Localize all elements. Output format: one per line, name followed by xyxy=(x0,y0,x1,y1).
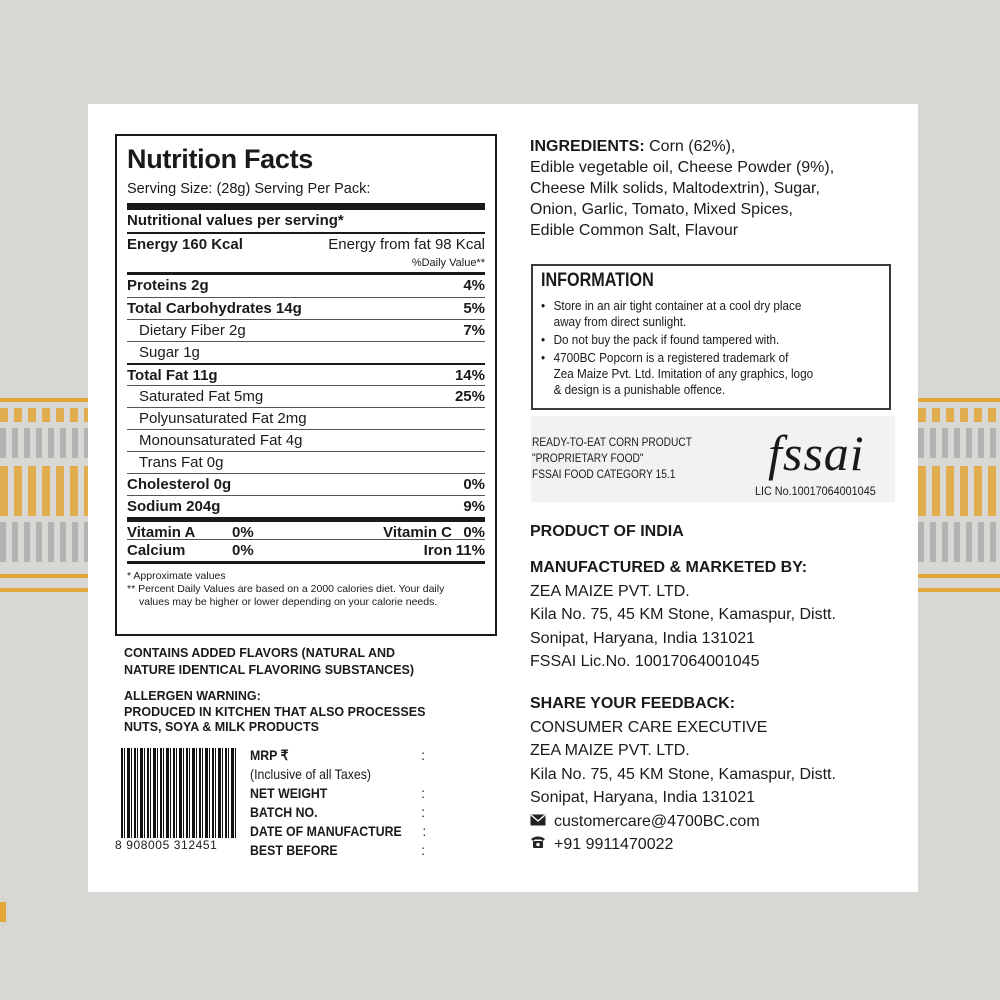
nutrient-label: Total Carbohydrates 14g xyxy=(127,300,302,317)
ingredients-line: Edible Common Salt, Flavour xyxy=(530,222,739,239)
phone-contact[interactable] xyxy=(530,833,910,857)
allergen-line: NUTS, SOYA & MILK PRODUCTS xyxy=(124,720,319,734)
ingredients-line: Cheese Milk solids, Maltodextrin), Sugar, xyxy=(530,180,820,197)
nutrient-label: Total Fat 11g xyxy=(127,367,218,384)
nutrient-value: 9% xyxy=(463,498,485,515)
footnote: * Approximate values xyxy=(127,570,226,582)
barcode xyxy=(115,748,243,852)
information-item: • Do not buy the pack if found tampered with. xyxy=(541,332,847,348)
pack-label: DATE OF MANUFACTURE xyxy=(250,823,402,839)
manufacturer-name: ZEA MAIZE PVT. LTD. xyxy=(530,582,690,600)
vitamin-value: 0% xyxy=(232,524,254,541)
flavors-notice xyxy=(124,645,414,679)
envelope-icon xyxy=(530,810,548,834)
flavors-line: NATURE IDENTICAL FLAVORING SUBSTANCES) xyxy=(124,663,415,677)
pack-label: NET WEIGHT xyxy=(250,785,328,801)
license-number: LIC No.10017064001045 xyxy=(755,484,876,498)
product-type-line: "PROPRIETARY FOOD" xyxy=(532,451,644,465)
information-item: Zea Maize Pvt. Ltd. Imitation of any graphics, logo xyxy=(553,366,814,381)
ingredients-heading: INGREDIENTS: xyxy=(530,138,645,155)
ingredients xyxy=(530,136,910,241)
manufacturer-address: Sonipat, Haryana, India 131021 xyxy=(530,629,756,647)
flavors-line: CONTAINS ADDED FLAVORS (NATURAL AND xyxy=(124,646,396,660)
pack-label: MRP ₹ xyxy=(250,747,289,763)
information-item: away from direct sunlight. xyxy=(553,314,687,329)
nutrient-value: 14% xyxy=(454,367,485,384)
nutrient-label: Trans Fat 0g xyxy=(139,454,224,471)
decorative-band-left xyxy=(0,398,90,598)
nutrient-label: Sugar 1g xyxy=(139,344,200,361)
manufacturer-heading: MANUFACTURED & MARKETED BY: xyxy=(530,559,808,576)
feedback-address: Sonipat, Haryana, India 131021 xyxy=(530,789,756,806)
information-box xyxy=(531,264,891,410)
nutrition-title: Nutrition Facts xyxy=(127,144,314,174)
email-contact[interactable] xyxy=(530,810,910,834)
pack-separator: : xyxy=(421,842,425,858)
pack-label: (Inclusive of all Taxes) xyxy=(250,766,371,782)
energy-from-fat: Energy from fat 98 Kcal xyxy=(328,236,485,253)
information-item: & design is a punishable offence. xyxy=(553,382,726,397)
pack-separator: : xyxy=(422,823,427,839)
feedback-role: CONSUMER CARE EXECUTIVE xyxy=(530,718,768,736)
product-origin: PRODUCT OF INDIA xyxy=(530,523,684,540)
nutrient-value: 7% xyxy=(463,322,485,339)
decorative-corner-mark xyxy=(0,902,6,922)
energy-value: Energy 160 Kcal xyxy=(127,236,243,253)
barcode-number: 8 908005 312451 xyxy=(115,838,218,852)
allergen-title: ALLERGEN WARNING: xyxy=(124,689,261,703)
nutrient-value: 5% xyxy=(463,300,485,317)
pack-separator: : xyxy=(421,747,425,763)
phone-icon xyxy=(530,833,548,857)
vitamin-label: Vitamin C xyxy=(383,524,452,541)
nutrition-footnotes xyxy=(127,570,485,609)
pack-details xyxy=(250,746,425,860)
pack-label: BEST BEFORE xyxy=(250,842,338,858)
serving-size: Serving Size: (28g) Serving Per Pack: xyxy=(127,181,371,197)
manufacturer-block xyxy=(530,556,910,674)
allergen-line: PRODUCED IN KITCHEN THAT ALSO PROCESSES xyxy=(124,704,426,719)
vitamin-label: Vitamin A xyxy=(127,524,196,541)
nutrient-label: Sodium 204g xyxy=(127,498,221,515)
nutrient-label: Cholesterol 0g xyxy=(127,476,232,493)
label-card xyxy=(88,104,918,892)
vitamin-value: 11% xyxy=(455,542,485,559)
allergen-warning xyxy=(124,689,425,736)
product-type-line: READY-TO-EAT CORN PRODUCT xyxy=(532,435,693,449)
fssai-section xyxy=(531,416,895,502)
feedback-address: Kila No. 75, 45 KM Stone, Kamaspur, Distt. xyxy=(530,765,836,783)
footnote: values may be higher or lower depending on your calorie needs. xyxy=(139,596,438,608)
feedback-heading: SHARE YOUR FEEDBACK: xyxy=(530,695,736,712)
pack-separator: : xyxy=(421,804,425,820)
nutrient-label: Dietary Fiber 2g xyxy=(139,322,246,339)
footnote: ** Percent Daily Values are based on a 2000 calories diet. Your daily xyxy=(127,583,445,595)
ingredients-line: Edible vegetable oil, Cheese Powder (9%), xyxy=(530,159,835,176)
vitamin-label: Iron xyxy=(423,542,452,559)
pack-label: BATCH NO. xyxy=(250,804,318,820)
product-type xyxy=(532,434,692,482)
nutrient-label: Monounsaturated Fat 4g xyxy=(139,432,303,449)
pack-separator: : xyxy=(421,785,425,801)
nutrient-label: Saturated Fat 5mg xyxy=(139,388,264,405)
ingredients-line: Corn (62%), xyxy=(644,138,736,155)
daily-value-header: %Daily Value** xyxy=(411,257,485,269)
nutrient-value: 0% xyxy=(463,476,485,493)
vitamin-label: Calcium xyxy=(127,542,186,559)
feedback-company: ZEA MAIZE PVT. LTD. xyxy=(530,742,690,759)
manufacturer-license: FSSAI Lic.No. 10017064001045 xyxy=(530,653,760,670)
nutrient-value: 4% xyxy=(463,277,485,294)
information-item: • 4700BC Popcorn is a registered trademark of xyxy=(541,350,847,366)
information-item: • Store in an air tight container at a cool dry place xyxy=(541,298,847,314)
barcode-bars xyxy=(121,748,237,838)
vitamin-value: 0% xyxy=(463,524,485,541)
vitamin-value: 0% xyxy=(232,542,254,559)
per-serving-label: Nutritional values per serving* xyxy=(127,212,344,229)
decorative-band-right xyxy=(918,398,1000,598)
manufacturer-address: Kila No. 75, 45 KM Stone, Kamaspur, Distt. xyxy=(530,606,836,623)
nutrient-label: Proteins 2g xyxy=(127,277,209,294)
phone-text[interactable]: +91 9911470022 xyxy=(554,836,674,853)
fssai-logo: fssai xyxy=(768,425,865,481)
feedback-block xyxy=(530,692,910,857)
nutrition-facts-panel xyxy=(115,134,497,636)
ingredients-line: Onion, Garlic, Tomato, Mixed Spices, xyxy=(530,201,793,218)
email-text[interactable]: customercare@4700BC.com xyxy=(554,812,760,830)
nutrient-label: Polyunsaturated Fat 2mg xyxy=(139,410,307,427)
information-title: INFORMATION xyxy=(541,270,654,291)
nutrient-value: 25% xyxy=(454,388,485,405)
product-type-line: FSSAI FOOD CATEGORY 15.1 xyxy=(532,467,676,481)
